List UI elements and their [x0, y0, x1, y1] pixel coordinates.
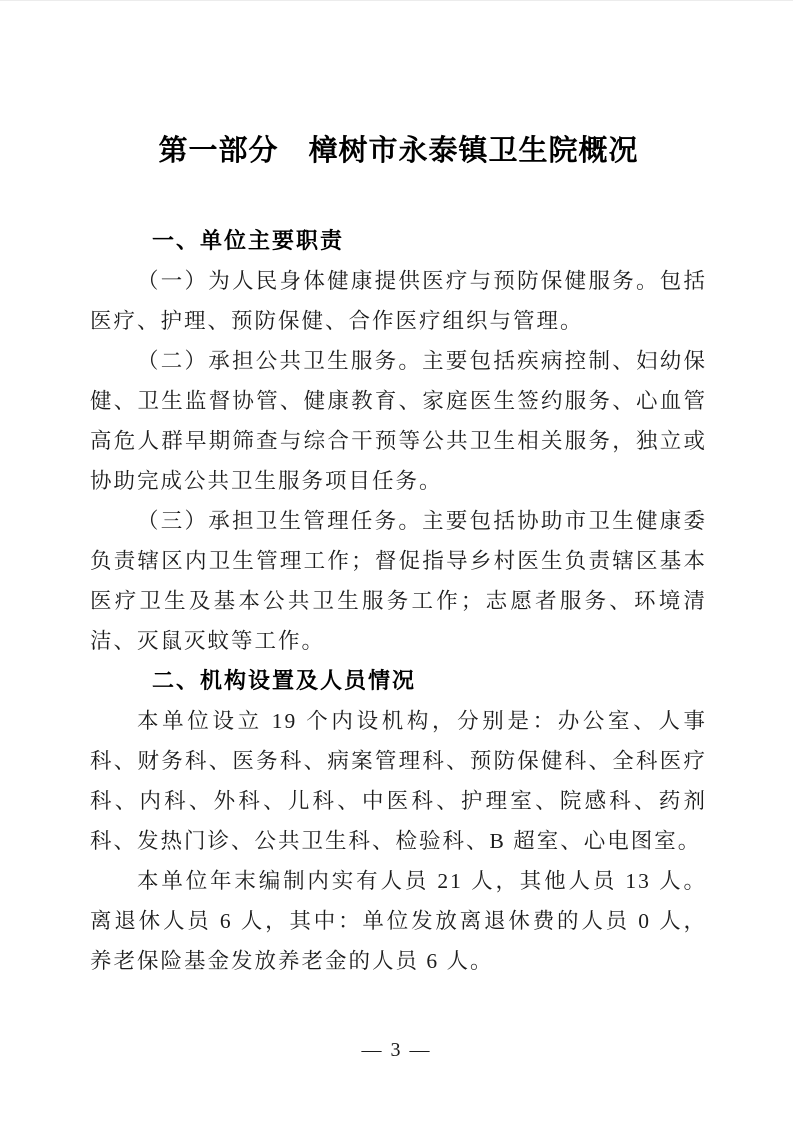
paragraph-duty-3: （三）承担卫生管理任务。主要包括协助市卫生健康委负责辖区内卫生管理工作；督促指导乡村医生负责辖区基本医疗卫生及基本公共卫生服务工作；志愿者服务、环境清洁、灭鼠灭蚊等工作。: [90, 509, 707, 653]
document-title: 第一部分 樟树市永泰镇卫生院概况: [158, 135, 639, 167]
section-heading-structure: 二、机构设置及人员情况: [152, 668, 417, 693]
section-heading-duties: 一、单位主要职责: [152, 228, 345, 253]
document-content: [90, 1, 707, 981]
page-number: — 3 —: [361, 1039, 432, 1061]
paragraph-departments: 本单位设立 19 个内设机构，分别是：办公室、人事科、财务科、医务科、病案管理科、预防保健科、全科医疗科、内科、外科、儿科、中医科、护理室、院感科、药剂科、发热门诊、公共卫生科、检验科、B 超室、心电图室。: [90, 709, 707, 853]
paragraph-duty-2: （二）承担公共卫生服务。主要包括疾病控制、妇幼保健、卫生监督协管、健康教育、家庭医生签约服务、心血管高危人群早期筛查与综合干预等公共卫生相关服务，独立或协助完成公共卫生服务项目任务。: [90, 349, 707, 493]
paragraph-duty-1: （一）为人民身体健康提供医疗与预防保健服务。包括医疗、护理、预防保健、合作医疗组织与管理。: [90, 269, 707, 333]
paragraph-staffing: 本单位年末编制内实有人员 21 人，其他人员 13 人。离退休人员 6 人，其中：单位发放离退休费的人员 0 人，养老保险基金发放养老金的人员 6 人。: [90, 869, 707, 973]
